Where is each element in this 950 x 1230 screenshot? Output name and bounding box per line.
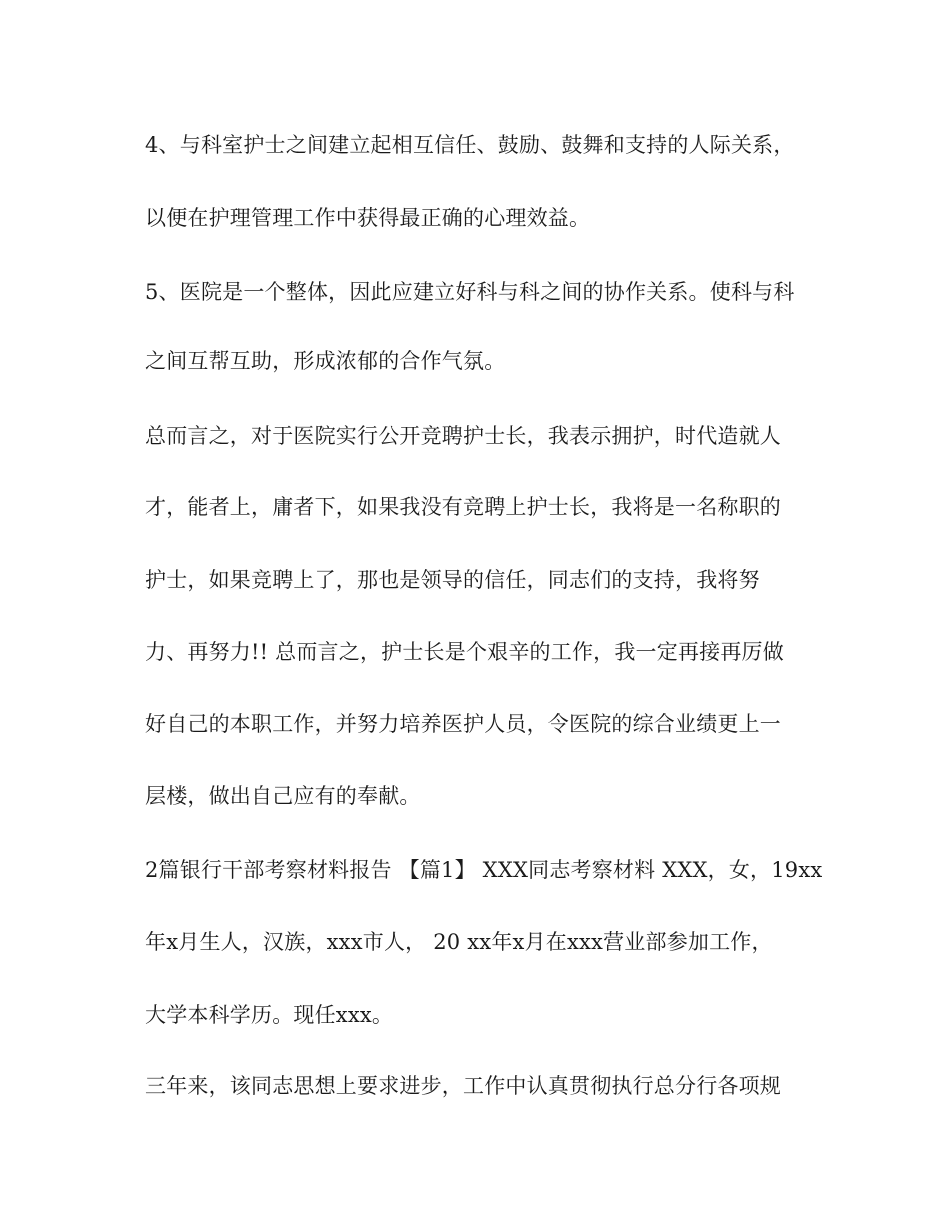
text-line: 2篇银行干部考察材料报告 【篇1】 XXX同志考察材料 XXX，女，19xx xyxy=(145,858,823,882)
text-line: 力、再努力!! 总而言之，护士长是个艰辛的工作，我一定再接再厉做 xyxy=(145,640,784,664)
text-line: 护士，如果竞聘上了，那也是领导的信任，同志们的支持，我将努 xyxy=(145,568,760,592)
text-line: 大学本科学历。现任xxx。 xyxy=(145,1003,394,1027)
text-line: 总而言之，对于医院实行公开竞聘护士长，我表示拥护，时代造就人 xyxy=(145,424,781,448)
text-line: 5、医院是一个整体，因此应建立好科与科之间的协作关系。使科与科 xyxy=(145,280,795,304)
text-line: 年x月生人，汉族，xxx市人， 20 xx年x月在xxx营业部参加工作， xyxy=(145,930,773,954)
text-line: 之间互帮互助，形成浓郁的合作气氛。 xyxy=(145,349,506,373)
text-line: 以便在护理管理工作中获得最正确的心理效益。 xyxy=(145,206,591,230)
text-line: 层楼，做出自己应有的奉献。 xyxy=(145,784,421,808)
text-line: 才，能者上，庸者下，如果我没有竞聘上护士长，我将是一名称职的 xyxy=(145,495,781,519)
text-line: 好自己的本职工作，并努力培养医护人员，令医院的综合业绩更上一 xyxy=(145,712,781,736)
text-line: 三年来，该同志思想上要求进步，工作中认真贯彻执行总分行各项规 xyxy=(145,1074,781,1098)
text-line: 4、与科室护士之间建立起相互信任、鼓励、鼓舞和支持的人际关系， xyxy=(145,133,795,157)
